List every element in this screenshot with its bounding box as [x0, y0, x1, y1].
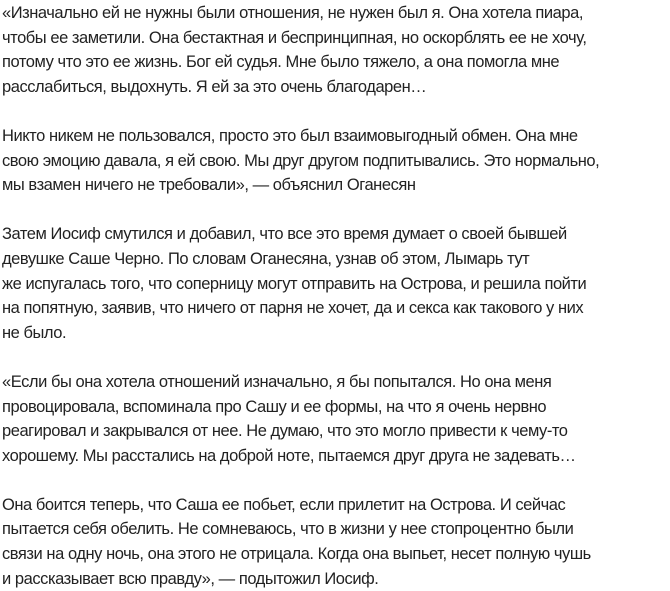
- paragraph-line: же испугалась того, что соперницу могут отправить на Острова, и решила пойти: [2, 274, 587, 293]
- paragraph-line: чтобы ее заметили. Она бестактная и беспринципная, но оскорблять ее не хочу,: [2, 28, 587, 47]
- article-paragraph: [2, 493, 670, 591]
- paragraph-line: Она боится теперь, что Саша ее побьет, если прилетит на Острова. И сейчас: [2, 495, 566, 514]
- paragraph-line: пытается себя обелить. Не сомневаюсь, что в жизни у нее стопроцентно были: [2, 520, 574, 539]
- article-paragraph: [2, 222, 670, 345]
- paragraph-line: не было.: [2, 323, 67, 342]
- article-paragraph: [2, 1, 670, 99]
- paragraph-line: потому что это ее жизнь. Бог ей судья. Мне было тяжело, а она помогла мне: [2, 53, 560, 72]
- paragraph-line: Затем Иосиф смутился и добавил, что все это время думает о своей бывшей: [2, 225, 567, 244]
- paragraph-line: провоцировала, вспоминала про Сашу и ее формы, на что я очень нервно: [2, 397, 547, 416]
- paragraph-line: реагировал и закрывался от нее. Не думаю, что это могло привести к чему-то: [2, 422, 568, 441]
- paragraph-line: мы взамен ничего не требовали», — объяснил Оганесян: [2, 176, 416, 195]
- article-paragraph: [2, 124, 670, 198]
- paragraph-line: «Изначально ей не нужны были отношения, не нужен был я. Она хотела пиара,: [2, 4, 583, 22]
- paragraph-line: на попятную, заявив, что ничего от парня не хочет, да и секса как такового у них: [2, 299, 584, 318]
- paragraph-line: девушке Саше Черно. По словам Оганесяна, узнав об этом, Лымарь тут: [2, 249, 530, 268]
- paragraph-line: расслабиться, выдохнуть. Я ей за это очень благодарен…: [2, 77, 427, 96]
- paragraph-line: «Если бы она хотела отношений изначально, я бы попытался. Но она меня: [2, 372, 552, 391]
- paragraph-line: свою эмоцию давала, я ей свою. Мы друг другом подпитывались. Это нормально,: [2, 151, 600, 170]
- paragraph-line: хорошему. Мы расстались на доброй ноте, пытаемся друг друга не задевать…: [2, 446, 576, 465]
- paragraph-line: и рассказывает всю правду», — подытожил Иосиф.: [2, 569, 379, 588]
- paragraph-line: связи на одну ночь, она этого не отрицала. Когда она выпьет, несет полную чушь: [2, 545, 591, 564]
- article-paragraph: [2, 370, 670, 468]
- paragraph-line: Никто никем не пользовался, просто это был взаимовыгодный обмен. Она мне: [2, 126, 578, 145]
